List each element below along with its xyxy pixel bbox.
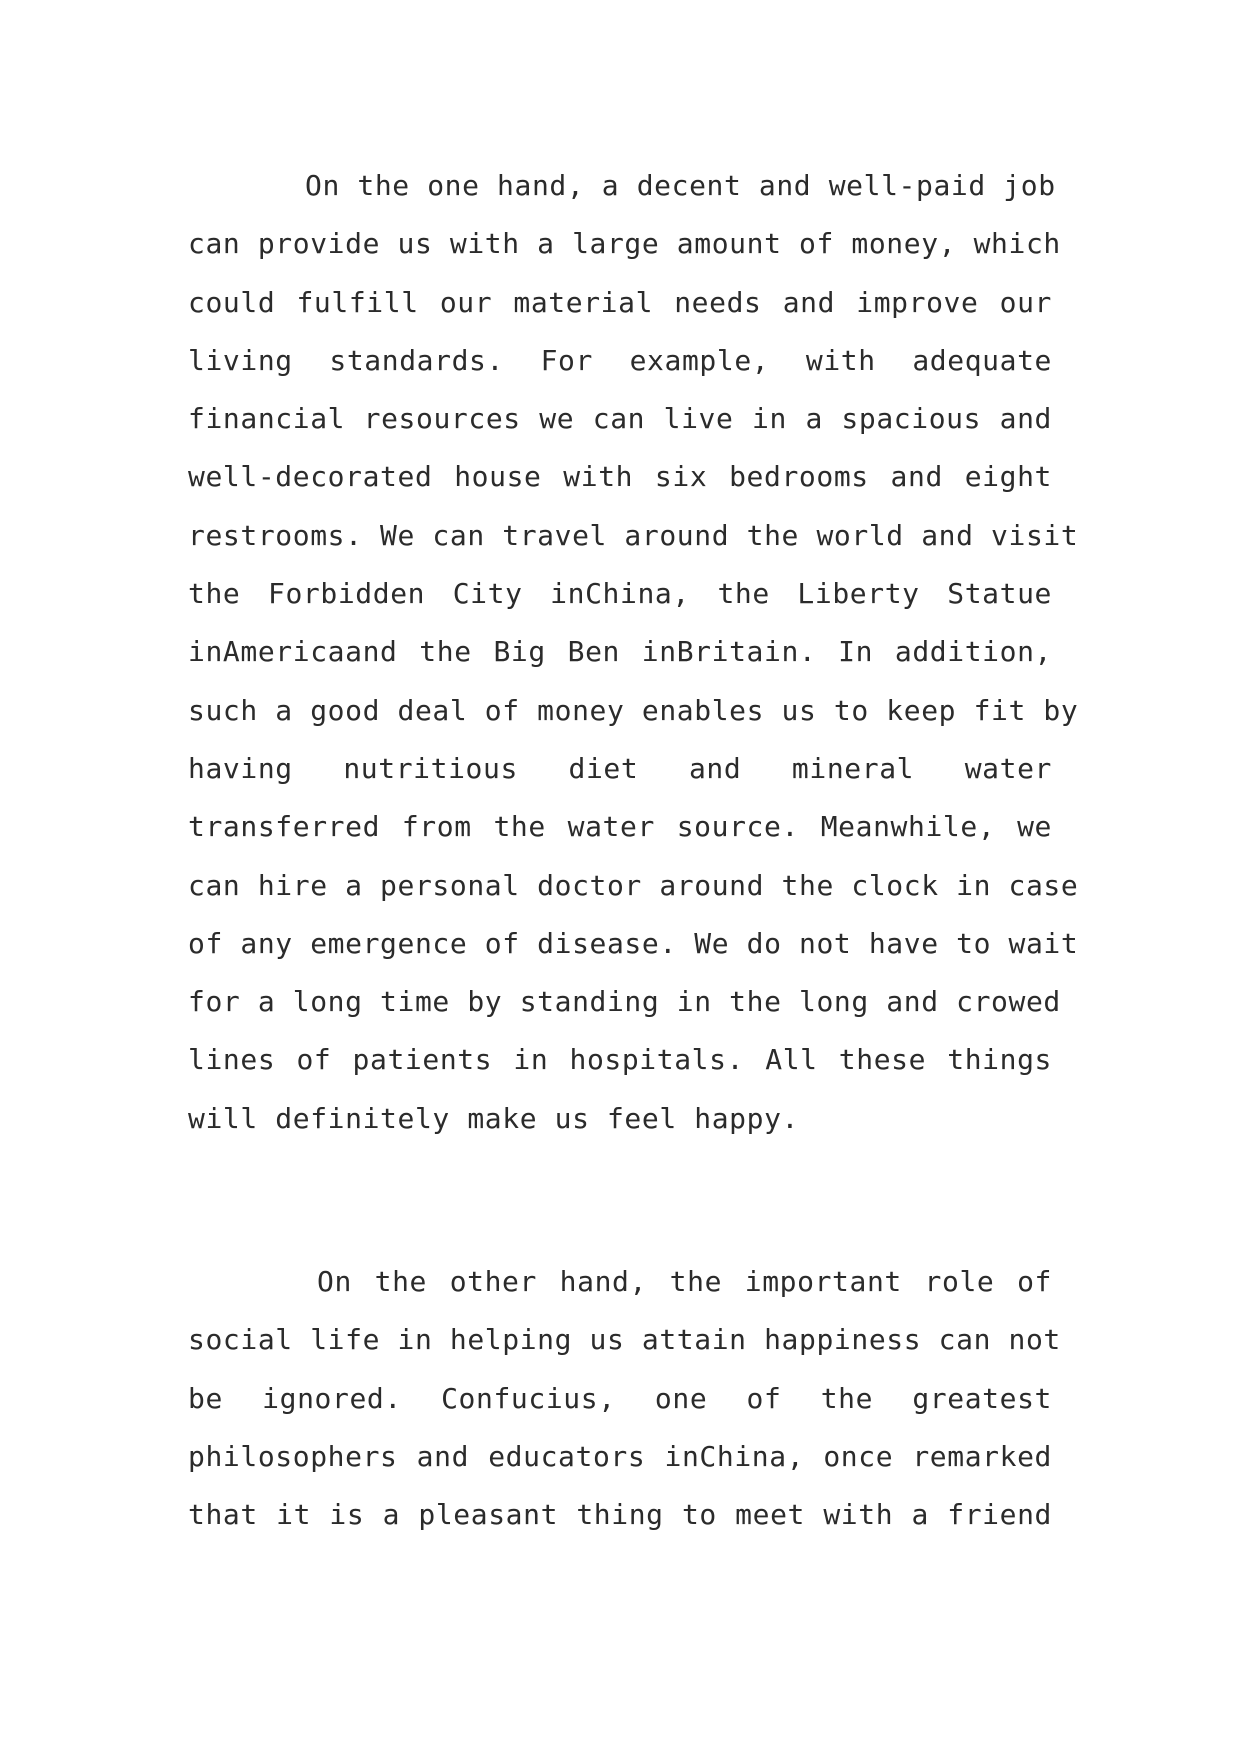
paragraph-line: living standards. For example, with adequate <box>188 343 1052 377</box>
paragraph-line: that it is a pleasant thing to meet with a friend <box>188 1498 1052 1532</box>
paragraph-line: will definitely make us feel happy. <box>188 1101 800 1135</box>
paragraph-line: for a long time by standing in the long and crowed <box>188 985 1061 1019</box>
paragraph-line: having nutritious diet and mineral water <box>188 751 1052 785</box>
paragraph-line: On the other hand, the important role of <box>317 1265 1052 1298</box>
paragraph-line: social life in helping us attain happiness can not <box>188 1323 1061 1357</box>
paragraph-line: can provide us with a large amount of money, which <box>188 227 1061 261</box>
paragraph-line: inAmericaand the Big Ben inBritain. In addition, <box>188 635 1052 669</box>
paragraph-line: restrooms. We can travel around the world and visit <box>188 518 1079 552</box>
paragraph-line: could fulfill our material needs and improve our <box>188 285 1052 319</box>
paragraph-1 <box>188 157 1079 1148</box>
paragraph-2 <box>188 1253 1061 1544</box>
paragraph-line: the Forbidden City inChina, the Liberty Statue <box>188 577 1052 611</box>
paragraph-line: On the one hand, a decent and well-paid job <box>305 169 1056 202</box>
paragraph-line: philosophers and educators inChina, once remarked <box>188 1439 1052 1473</box>
paragraph-line: be ignored. Confucius, one of the greatest <box>188 1381 1052 1415</box>
paragraph-line: of any emergence of disease. We do not have to wait <box>188 926 1079 960</box>
paragraph-line: lines of patients in hospitals. All these things <box>188 1043 1052 1077</box>
paragraph-line: well-decorated house with six bedrooms and eight <box>188 460 1052 494</box>
paragraph-line: such a good deal of money enables us to keep fit by <box>188 693 1079 727</box>
paragraph-line: financial resources we can live in a spacious and <box>188 402 1052 436</box>
paragraph-line: can hire a personal doctor around the clock in case <box>188 868 1079 902</box>
paragraph-line: transferred from the water source. Meanwhile, we <box>188 810 1052 844</box>
